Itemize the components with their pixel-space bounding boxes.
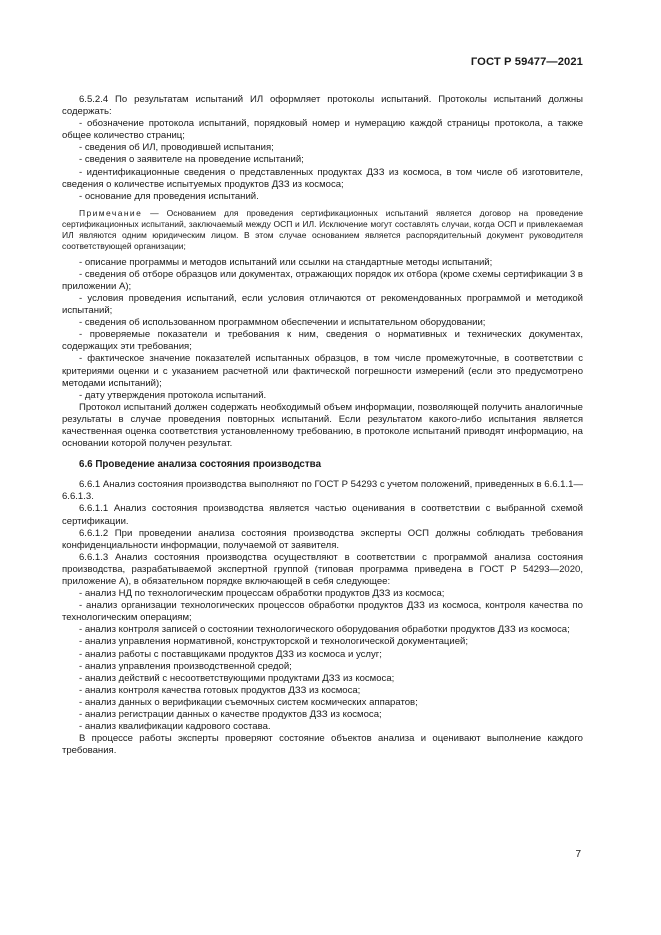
list-item: - описание программы и методов испытаний или ссылки на стандартные методы испытаний; <box>79 256 493 268</box>
page-number: 7 <box>575 849 581 860</box>
note-text: — Основанием для проведения сертификационных испытаний является договор на проведение сертификационных испытаний, заключаемый между ОСП и ИЛ. Исключение могут составлять случаи, когда ОСП и привлекаемая ИЛ являются одним юридическим лицом. В этом случае основанием является распорядительный документ руководителя соответствующей организации; <box>62 207 583 252</box>
list-item: - сведения об отборе образцов или документах, отражающих порядок их отбора (кроме схемы сертификации 3 в приложении А); <box>62 268 583 292</box>
paragraph-6-5-2-4: 6.5.2.4 По результатам испытаний ИЛ оформляет протоколы испытаний. Протоколы испытаний должны содержать: <box>62 94 583 118</box>
list-item: - анализ работы с поставщиками продуктов ДЗЗ из космоса и услуг; <box>79 648 382 660</box>
paragraph-6-6-1-2: 6.6.1.2 При проведении анализа состояния производства эксперты ОСП должны соблюдать требования конфиденциальности информации, получаемой от заявителя. <box>62 527 583 551</box>
list-item: - сведения об ИЛ, проводившей испытания; <box>79 142 274 154</box>
list-item: - идентификационные сведения о представленных продуктах ДЗЗ из космоса, в том числе об изготовителе, сведения о количестве испытуемых продуктов ДЗЗ из космоса; <box>62 166 583 190</box>
paragraph-6-6-1: 6.6.1 Анализ состояния производства выполняют по ГОСТ Р 54293 с учетом положений, приведенных в 6.6.1.1—6.6.1.3. <box>62 479 583 503</box>
list-item: - анализ управления нормативной, конструкторской и технологической документацией; <box>79 636 469 648</box>
paragraph-6-6-1-1: 6.6.1.1 Анализ состояния производства является частью оценивания в соответствии с выбранной схемой сертификации. <box>62 503 583 527</box>
list-item: - анализ НД по технологическим процессам обработки продуктов ДЗЗ из космоса; <box>79 588 445 600</box>
list-item: - обозначение протокола испытаний, порядковый номер и нумерацию каждой страницы протокола, а также общее количество страниц; <box>62 118 583 142</box>
list-item: - дату утверждения протокола испытаний. <box>79 389 267 401</box>
paragraph-protocol: Протокол испытаний должен содержать необходимый объем информации, позволяющей получить аналогичные результаты в случае проведения повторных испытаний. Если результатом какого-либо испытания является качественная оценка соответствия установленному требованию, в протоколе испытаний приводят информацию, на основании которой получен результат. <box>62 401 583 450</box>
list-item: - анализ управления производственной средой; <box>79 660 292 672</box>
list-item: - проверяемые показатели и требования к ним, сведения о нормативных и технических документах, содержащих эти требования; <box>62 329 583 353</box>
list-item: - анализ контроля качества готовых продуктов ДЗЗ из космоса; <box>79 684 361 696</box>
document-code-header: ГОСТ Р 59477—2021 <box>470 56 583 68</box>
section-heading-6-6: 6.6 Проведение анализа состояния производства <box>79 459 322 471</box>
paragraph-6-6-1-3: 6.6.1.3 Анализ состояния производства осуществляют в соответствии с программой анализа состояния производства, разрабатываемой экспертной группой (типовая программа приведена в ГОСТ Р 54293—2020, приложение А), в обязательном порядке включающей в себя следующее: <box>62 551 583 587</box>
note <box>62 208 583 253</box>
paragraph-conclusion: В процессе работы эксперты проверяют состояние объектов анализа и оценивают выполнение каждого требования. <box>62 733 583 757</box>
list-item: - анализ данных о верификации съемочных систем космических аппаратов; <box>79 696 418 708</box>
list-item: - анализ контроля записей о состоянии технологического оборудования обработки продуктов ДЗЗ из космоса; <box>79 624 570 636</box>
list-item: - сведения об использованном программном обеспечении и испытательном оборудовании; <box>79 317 486 329</box>
list-item: - анализ организации технологических процессов обработки продуктов ДЗЗ из космоса, контроля качества по технологическим операциям; <box>62 600 583 624</box>
note-label: Примечание <box>79 207 143 218</box>
list-item: - анализ действий с несоответствующими продуктами ДЗЗ из космоса; <box>79 672 395 684</box>
list-item: - анализ регистрации данных о качестве продуктов ДЗЗ из космоса; <box>79 709 382 721</box>
list-item: - условия проведения испытаний, если условия отличаются от рекомендованных программой и методикой испытаний; <box>62 292 583 317</box>
list-item: - анализ квалификации кадрового состава. <box>79 721 271 733</box>
list-item: - фактическое значение показателей испытанных образцов, в том числе промежуточные, в соответствии с критериями оценки и с указанием расчетной или фактической погрешности измерений (если это предусмотрено методами испытаний); <box>62 353 583 389</box>
page-body <box>62 94 583 757</box>
list-item: - основание для проведения испытаний. <box>79 190 259 202</box>
list-item: - сведения о заявителе на проведение испытаний; <box>79 154 304 166</box>
